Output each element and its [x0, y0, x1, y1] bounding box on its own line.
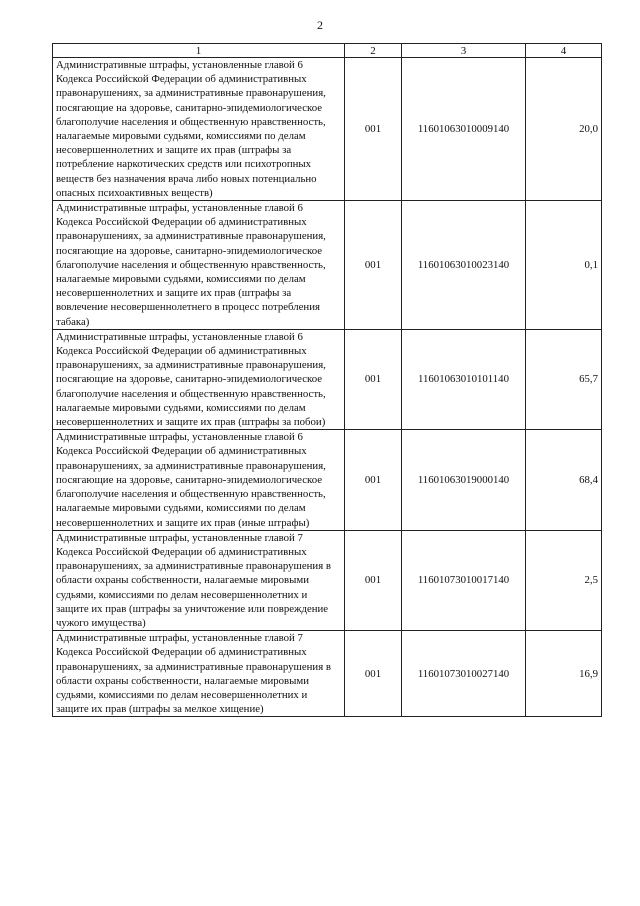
row-admin-code: 001 [345, 530, 402, 630]
column-header-4: 4 [526, 44, 602, 58]
row-admin-code: 001 [345, 58, 402, 201]
row-admin-code: 001 [345, 631, 402, 717]
row-amount: 20,0 [526, 58, 602, 201]
row-description: Административные штрафы, установленные главой 6 Кодекса Российской Федерации об административных правонарушениях, за административные правонарушения, посягающие на здоровье, санитарно-эпидемиологическое благополучие населения и общественную нравственность, налагаемые мировыми судьями, комиссиями по делам несовершеннолетних и защите их прав (штрафы за вовлечение несовершеннолетнего в процесс потребления табака) [53, 201, 345, 330]
row-amount: 0,1 [526, 201, 602, 330]
row-budget-code: 11601063010023140 [402, 201, 526, 330]
table-row [53, 58, 602, 201]
header-row [53, 44, 602, 58]
row-amount: 65,7 [526, 329, 602, 429]
row-budget-code: 11601063010101140 [402, 329, 526, 429]
row-admin-code: 001 [345, 430, 402, 530]
table-row [53, 430, 602, 530]
row-description: Административные штрафы, установленные главой 6 Кодекса Российской Федерации об административных правонарушениях, за административные правонарушения, посягающие на здоровье, санитарно-эпидемиологическое благополучие населения и общественную нравственность, налагаемые мировыми судьями, комиссиями по делам несовершеннолетних и защите их прав (иные штрафы) [53, 430, 345, 530]
row-admin-code: 001 [345, 329, 402, 429]
column-header-1: 1 [53, 44, 345, 58]
row-budget-code: 11601063019000140 [402, 430, 526, 530]
table-row [53, 530, 602, 630]
row-description: Административные штрафы, установленные главой 7 Кодекса Российской Федерации об административных правонарушениях, за административные правонарушения в области охраны собственности, налагаемые мировыми судьями, комиссиями по делам несовершеннолетних и защите их прав (штрафы за уничтожение или повреждение чужого имущества) [53, 530, 345, 630]
row-budget-code: 11601073010027140 [402, 631, 526, 717]
row-description: Административные штрафы, установленные главой 6 Кодекса Российской Федерации об административных правонарушениях, за административные правонарушения, посягающие на здоровье, санитарно-эпидемиологическое благополучие населения и общественную нравственность, налагаемые мировыми судьями, комиссиями по делам несовершеннолетних и защите их прав (штрафы за побои) [53, 329, 345, 429]
row-description: Административные штрафы, установленные главой 6 Кодекса Российской Федерации об административных правонарушениях, за административные правонарушения, посягающие на здоровье, санитарно-эпидемиологическое благополучие населения и общественную нравственность, налагаемые мировыми судьями, комиссиями по делам несовершеннолетних и защите их прав (штрафы за потребление наркотических средств или психотропных веществ без назначения врача либо новых потенциально опасных психоактивных веществ) [53, 58, 345, 201]
row-description: Административные штрафы, установленные главой 7 Кодекса Российской Федерации об административных правонарушениях, за административные правонарушения в области охраны собственности, налагаемые мировыми судьями, комиссиями по делам несовершеннолетних и защите их прав (штрафы за мелкое хищение) [53, 631, 345, 717]
table-row [53, 329, 602, 429]
table-row [53, 201, 602, 330]
row-amount: 16,9 [526, 631, 602, 717]
column-header-3: 3 [402, 44, 526, 58]
row-amount: 68,4 [526, 430, 602, 530]
page-number: 2 [317, 18, 323, 32]
revenue-table [52, 43, 602, 717]
row-budget-code: 11601073010017140 [402, 530, 526, 630]
column-header-2: 2 [345, 44, 402, 58]
table-row [53, 631, 602, 717]
row-amount: 2,5 [526, 530, 602, 630]
row-budget-code: 11601063010009140 [402, 58, 526, 201]
row-admin-code: 001 [345, 201, 402, 330]
